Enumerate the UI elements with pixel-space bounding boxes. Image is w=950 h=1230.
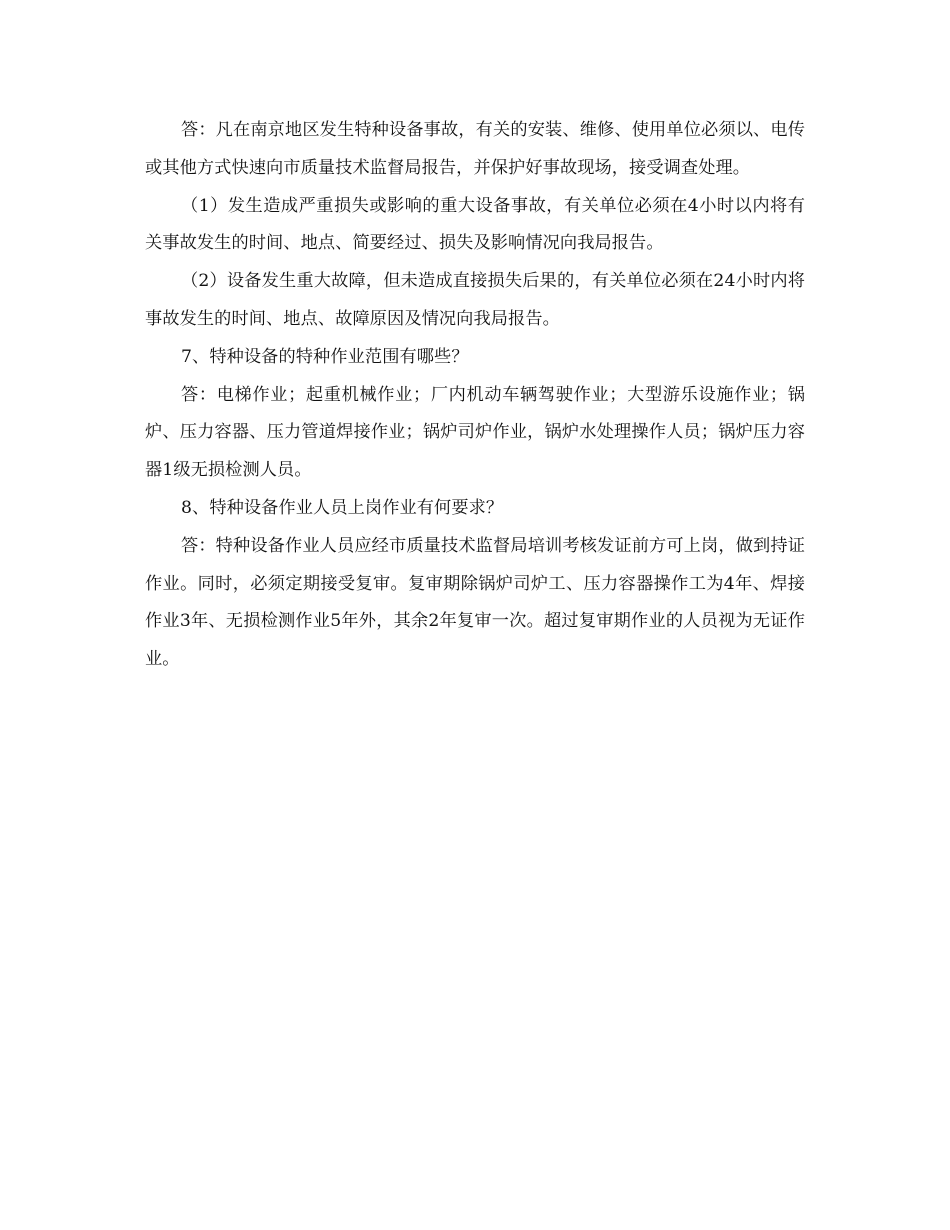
answer-7-paragraph: 答：电梯作业；起重机械作业；厂内机动车辆驾驶作业；大型游乐设施作业；锅炉、压力容器、压力管道焊接作业；锅炉司炉作业，锅炉水处理操作人员；锅炉压力容器1级无损检测人员。 <box>145 384 805 481</box>
question-8-heading: 8、特种设备作业人员上岗作业有何要求？ <box>181 497 504 518</box>
document-body <box>145 112 805 679</box>
answer-paragraph-accident-reporting: 答：凡在南京地区发生特种设备事故，有关的安装、维修、使用单位必须以、电传或其他方式快速向市质量技术监督局报告，并保护好事故现场，接受调查处理。 <box>145 120 805 178</box>
item-1-major-accident: （1）发生造成严重损失或影响的重大设备事故，有关单位必须在4小时以内将有关事故发生的时间、地点、简要经过、损失及影响情况向我局报告。 <box>145 195 805 254</box>
question-7-heading: 7、特种设备的特种作业范围有哪些？ <box>181 346 469 367</box>
item-2-major-fault: （2）设备发生重大故障，但未造成直接损失后果的，有关单位必须在24小时内将事故发生的时间、地点、故障原因及情况向我局报告。 <box>145 271 805 329</box>
answer-8-paragraph: 答：特种设备作业人员应经市质量技术监督局培训考核发证前方可上岗，做到持证作业。同时，必须定期接受复审。复审期除锅炉司炉工、压力容器操作工为4年、焊接作业3年、无损检测作业5年外，其余2年复审一次。超过复审期作业的人员视为无证作业。 <box>145 535 805 670</box>
